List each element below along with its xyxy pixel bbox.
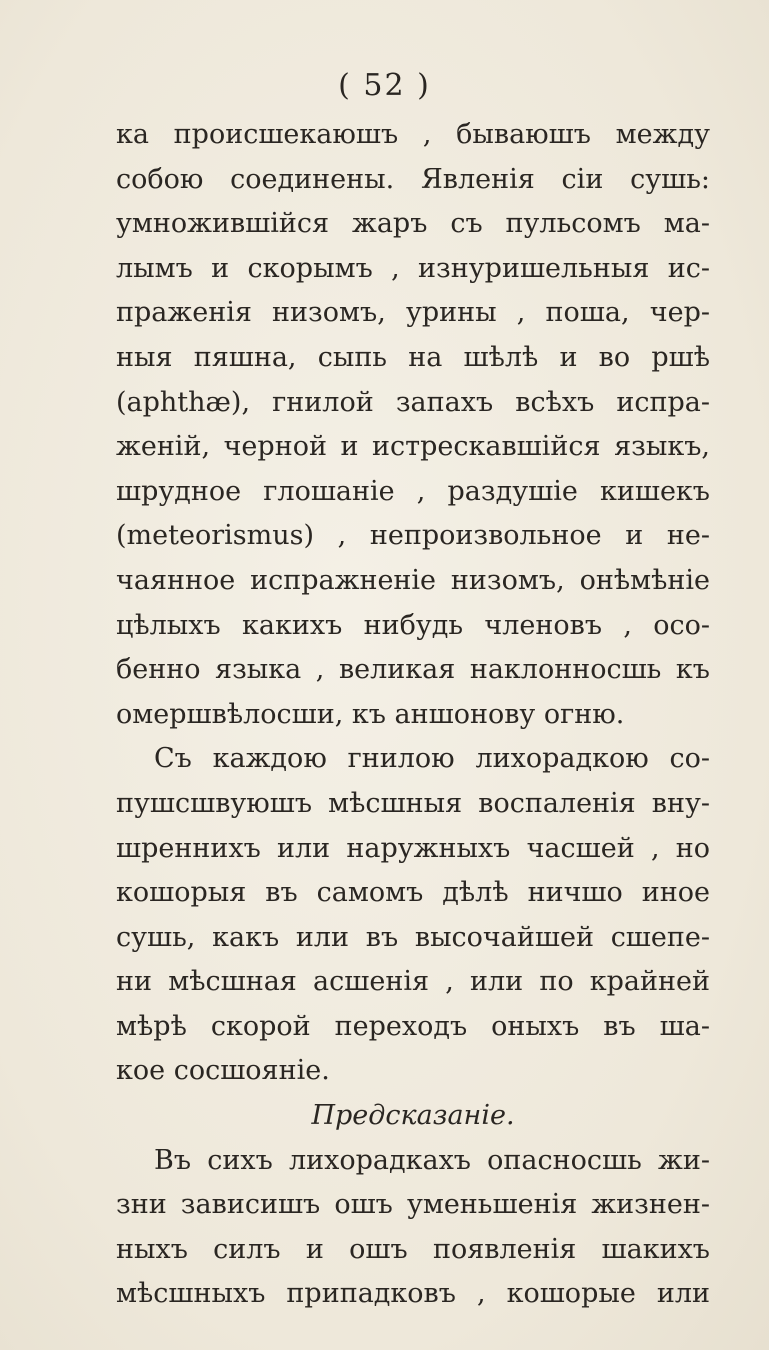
text-line: ныхъ силъ и ошъ появленія шакихъ xyxy=(116,1233,710,1265)
text-line: омершвѣлосши, къ аншонову огню. xyxy=(116,698,625,730)
text-line: лымъ и скорымъ , изнуришельныя ис- xyxy=(116,252,710,284)
text-line: (meteorismus) , непроизвольное и не- xyxy=(116,520,710,552)
text-line: женій, черной и истрескавшійся языкъ, xyxy=(116,431,710,463)
text-line: кошорыя въ самомъ дѣлѣ ничшо иное xyxy=(116,877,710,909)
paragraph-prognosis xyxy=(116,1139,710,1317)
text-line: праженія низомъ, урины , поша, чер- xyxy=(116,297,710,329)
page-number: ( 52 ) xyxy=(338,68,431,103)
text-block xyxy=(116,113,710,1317)
text-line: собою соединены. Явленія сіи сушь: xyxy=(116,163,710,195)
text-line: ни мѣсшная асшенія , или по крайней xyxy=(116,966,710,998)
text-line: (aphthæ), гнилой запахъ всѣхъ испра- xyxy=(116,386,710,418)
text-line: мѣсшныхъ припадковъ , кошорые или xyxy=(116,1278,710,1310)
text-line: кое сосшояніе. xyxy=(116,1055,330,1087)
text-line: ныя пяшна, сыпь на шѣлѣ и во ршѣ xyxy=(116,341,710,373)
text-line: пушсшвуюшъ мѣсшныя воспаленія вну- xyxy=(116,787,710,819)
section-heading xyxy=(116,1094,710,1139)
text-line: бенно языка , великая наклонносшь къ xyxy=(116,654,710,686)
text-line: шреннихъ или наружныхъ часшей , но xyxy=(116,832,710,864)
paragraph-symptoms xyxy=(116,113,710,737)
text-line: шрудное глошаніе , раздушіе кишекъ xyxy=(116,475,710,507)
text-line: мѣрѣ скорой переходъ оныхъ въ ша- xyxy=(116,1010,710,1042)
text-line: Съ каждою гнилою лихорадкою со- xyxy=(154,743,710,775)
text-line: Въ сихъ лихорадкахъ опасносшь жи- xyxy=(154,1144,710,1176)
text-line: зни зависишъ ошъ уменьшенія жизнен- xyxy=(116,1189,710,1221)
text-line: сушь, какъ или въ высочайшей сшепе- xyxy=(116,921,710,953)
heading-prognosis: Предсказаніе. xyxy=(311,1100,515,1132)
text-line: ка происшекаюшъ , бываюшъ между xyxy=(116,119,710,150)
paragraph-local-inflammation xyxy=(116,737,710,1094)
text-line: умножившійся жаръ съ пульсомъ ма- xyxy=(116,208,710,240)
text-line: чаянное испражненіе низомъ, онѣмѣніе xyxy=(116,564,710,596)
text-line: цѣлыхъ какихъ нибудь членовъ , осо- xyxy=(116,609,710,641)
